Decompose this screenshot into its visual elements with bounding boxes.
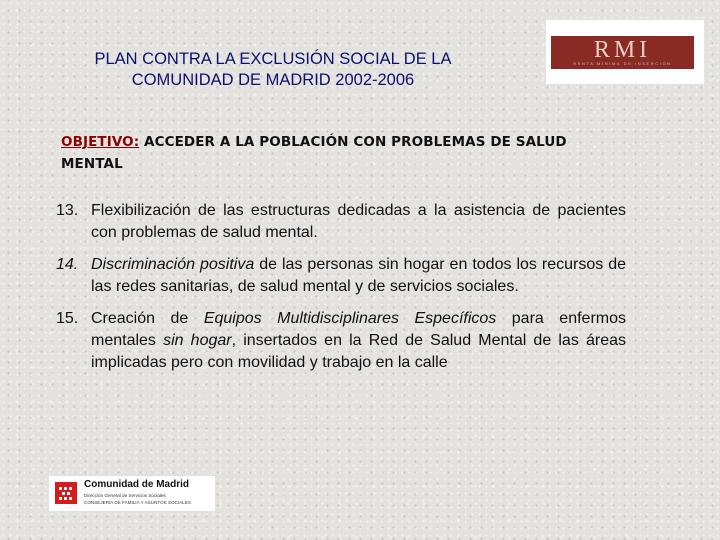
list-item-13 bbox=[56, 200, 626, 244]
item-number: 13. bbox=[56, 202, 79, 219]
item-italic-a: Equipos Multidisciplinares Específicos bbox=[203, 310, 497, 327]
list-item-15 bbox=[56, 308, 626, 374]
rmi-logo-subtitle: RENTA MÍNIMA DE INSERCIÓN bbox=[573, 61, 672, 66]
logo-line-1: Dirección General de Servicios Sociales bbox=[84, 493, 166, 498]
page-title bbox=[48, 49, 498, 91]
title-line-2: COMUNIDAD DE MADRID 2002-2006 bbox=[131, 71, 415, 89]
list-item-14 bbox=[56, 254, 626, 298]
logo-name: Comunidad de Madrid bbox=[84, 479, 189, 490]
rmi-logo-badge bbox=[551, 36, 694, 69]
measures-list bbox=[56, 200, 626, 384]
item-text-a: Creación de bbox=[91, 310, 204, 327]
madrid-flag-icon bbox=[55, 482, 77, 504]
item-number: 15. bbox=[56, 310, 79, 327]
title-line-1: PLAN CONTRA LA EXCLUSIÓN SOCIAL DE LA bbox=[94, 50, 452, 68]
logo-line-2: CONSEJERÍA DE FAMILIA Y ASUNTOS SOCIALES bbox=[84, 500, 191, 505]
item-number: 14. bbox=[56, 256, 79, 273]
item-text-c: , insertados en la Red de Salud Mental de las áreas implicadas pero con movilidad y trabajo en la calle bbox=[91, 332, 626, 371]
item-italic-lead: Discriminación positiva bbox=[91, 256, 255, 273]
item-italic-b: sin hogar bbox=[163, 332, 232, 349]
objective-heading bbox=[61, 131, 621, 175]
item-text: Flexibilización de las estructuras dedicadas a la asistencia de pacientes con problemas de salud mental. bbox=[91, 202, 626, 241]
rmi-logo-letters: RMI bbox=[593, 37, 652, 63]
comunidad-madrid-logo bbox=[49, 476, 215, 511]
objective-label: OBJETIVO: bbox=[61, 134, 140, 150]
rmi-logo bbox=[546, 20, 704, 84]
item-text-b: para enfermos mentales bbox=[91, 310, 626, 349]
item-text: de las personas sin hogar en todos los recursos de las redes sanitarias, de salud mental y de servicios sociales. bbox=[91, 256, 626, 295]
objective-text: ACCEDER A LA POBLACIÓN CON PROBLEMAS DE SALUD MENTAL bbox=[61, 134, 567, 172]
